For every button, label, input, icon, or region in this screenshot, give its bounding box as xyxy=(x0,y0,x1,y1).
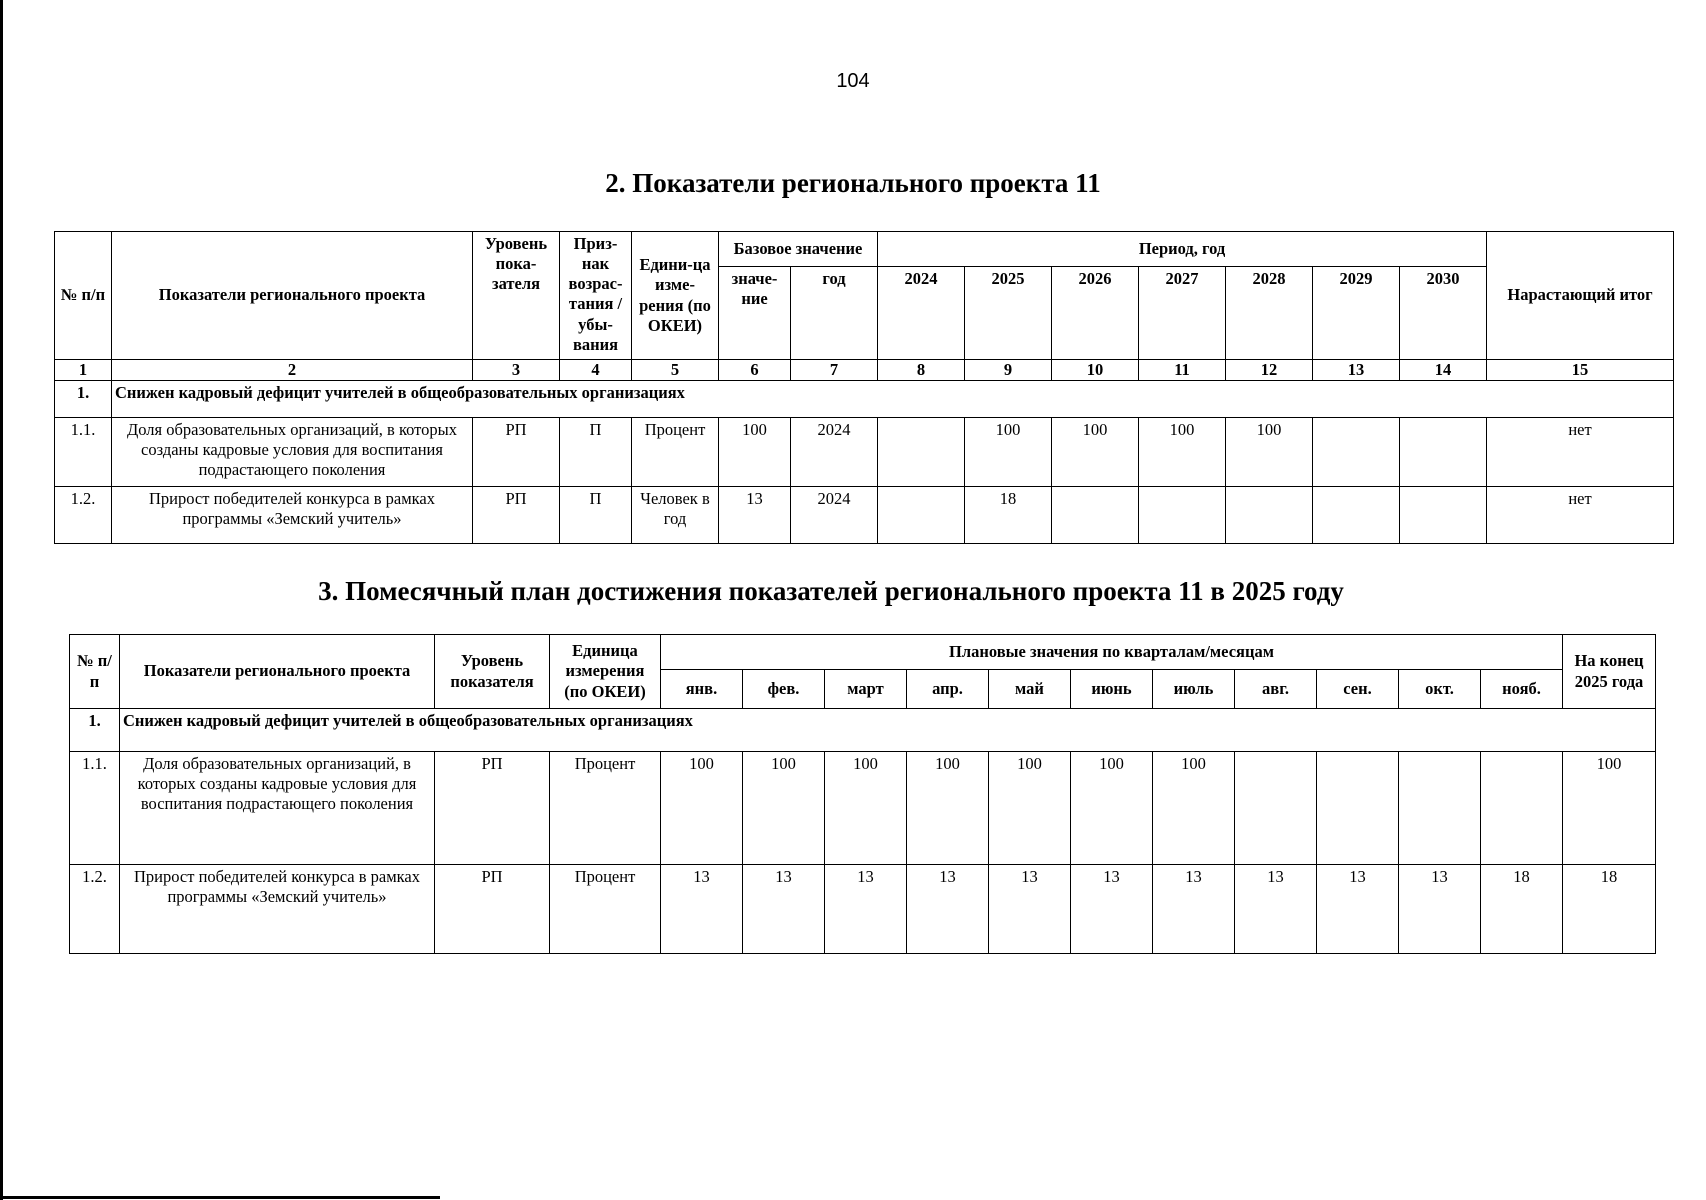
table-row xyxy=(55,487,1674,544)
row-level: РП xyxy=(435,752,550,865)
row-y2028 xyxy=(1226,487,1313,544)
header-month: июль xyxy=(1153,670,1235,709)
row-cumulative: нет xyxy=(1487,418,1674,487)
header-month: март xyxy=(825,670,907,709)
header-unit: Едини-ца изме-рения (по ОКЕИ) xyxy=(632,232,719,360)
header-period: Период, год xyxy=(878,232,1487,267)
row-month-value: 13 xyxy=(1399,865,1481,954)
section-2-title: 2. Показатели регионального проекта 11 xyxy=(605,168,1101,198)
page-number: 104 xyxy=(836,70,870,92)
row-y2030 xyxy=(1400,487,1487,544)
column-number: 5 xyxy=(632,360,719,381)
indicators-table xyxy=(54,231,1674,544)
header-month: сен. xyxy=(1317,670,1399,709)
row-month-value: 100 xyxy=(825,752,907,865)
row-y2024 xyxy=(878,418,965,487)
row-month-value: 13 xyxy=(907,865,989,954)
header-indicator: Показатели регионального проекта xyxy=(120,635,435,709)
header-level: Уровень показателя xyxy=(435,635,550,709)
header-month: июнь xyxy=(1071,670,1153,709)
row-unit: Процент xyxy=(550,865,661,954)
column-number: 2 xyxy=(112,360,473,381)
row-base-value: 13 xyxy=(719,487,791,544)
row-month-value: 100 xyxy=(661,752,743,865)
header-year: 2026 xyxy=(1052,267,1139,360)
row-indicator: Доля образовательных организаций, в которых созданы кадровые условия для воспитания подрастающего поколения xyxy=(120,752,435,865)
group-title: Снижен кадровый дефицит учителей в общеобразовательных организациях xyxy=(120,709,1656,752)
header-year: 2025 xyxy=(965,267,1052,360)
row-month-value xyxy=(1317,752,1399,865)
header-year: 2028 xyxy=(1226,267,1313,360)
header-base-year: год xyxy=(791,267,878,360)
row-unit: Человек в год xyxy=(632,487,719,544)
column-number: 11 xyxy=(1139,360,1226,381)
header-month: апр. xyxy=(907,670,989,709)
header-cumulative: Нарастающий итог xyxy=(1487,232,1674,360)
header-plan: Плановые значения по кварталам/месяцам xyxy=(661,635,1563,670)
row-month-value xyxy=(1481,752,1563,865)
row-unit: Процент xyxy=(632,418,719,487)
header-year-end: На конец 2025 года xyxy=(1563,635,1656,709)
column-number: 14 xyxy=(1400,360,1487,381)
column-number: 12 xyxy=(1226,360,1313,381)
header-indicator: Показатели регионального проекта xyxy=(112,232,473,360)
row-month-value: 13 xyxy=(1153,865,1235,954)
row-month-value: 13 xyxy=(825,865,907,954)
column-number: 8 xyxy=(878,360,965,381)
column-number: 9 xyxy=(965,360,1052,381)
row-y2024 xyxy=(878,487,965,544)
header-sign: Приз-нак возрас-тания / убы-вания xyxy=(560,232,632,360)
row-unit: Процент xyxy=(550,752,661,865)
row-month-value: 100 xyxy=(1153,752,1235,865)
scan-bottom-edge xyxy=(0,1196,440,1199)
table-row xyxy=(70,752,1656,865)
row-y2029 xyxy=(1313,487,1400,544)
row-y2027 xyxy=(1139,487,1226,544)
row-y2028: 100 xyxy=(1226,418,1313,487)
header-month: окт. xyxy=(1399,670,1481,709)
monthly-plan-table xyxy=(69,634,1656,954)
header-year: 2027 xyxy=(1139,267,1226,360)
row-month-value: 13 xyxy=(989,865,1071,954)
table-row xyxy=(55,418,1674,487)
header-year: 2030 xyxy=(1400,267,1487,360)
header-month: май xyxy=(989,670,1071,709)
column-number: 7 xyxy=(791,360,878,381)
column-number: 1 xyxy=(55,360,112,381)
row-num: 1.2. xyxy=(55,487,112,544)
row-y2029 xyxy=(1313,418,1400,487)
row-y2030 xyxy=(1400,418,1487,487)
row-month-value: 13 xyxy=(661,865,743,954)
row-month-value: 13 xyxy=(1317,865,1399,954)
row-level: РП xyxy=(473,418,560,487)
header-year: 2029 xyxy=(1313,267,1400,360)
row-level: РП xyxy=(473,487,560,544)
row-y2025: 18 xyxy=(965,487,1052,544)
column-number: 3 xyxy=(473,360,560,381)
group-title: Снижен кадровый дефицит учителей в общеобразовательных организациях xyxy=(112,381,1674,418)
header-year: 2024 xyxy=(878,267,965,360)
header-level: Уровень пока-зателя xyxy=(473,232,560,360)
header-month: янв. xyxy=(661,670,743,709)
header-unit: Единица измерения (по ОКЕИ) xyxy=(550,635,661,709)
column-number: 10 xyxy=(1052,360,1139,381)
header-base: Базовое значение xyxy=(719,232,878,267)
row-month-value: 100 xyxy=(1071,752,1153,865)
group-num: 1. xyxy=(70,709,120,752)
row-indicator: Прирост победителей конкурса в рамках программы «Земский учитель» xyxy=(120,865,435,954)
row-base-value: 100 xyxy=(719,418,791,487)
row-indicator: Доля образовательных организаций, в которых созданы кадровые условия для воспитания подрастающего поколения xyxy=(112,418,473,487)
column-number: 4 xyxy=(560,360,632,381)
row-month-value: 100 xyxy=(907,752,989,865)
header-month: авг. xyxy=(1235,670,1317,709)
column-number: 13 xyxy=(1313,360,1400,381)
row-num: 1.1. xyxy=(70,752,120,865)
row-month-value xyxy=(1235,752,1317,865)
row-indicator: Прирост победителей конкурса в рамках программы «Земский учитель» xyxy=(112,487,473,544)
header-base-value: значе-ние xyxy=(719,267,791,360)
row-sign: П xyxy=(560,418,632,487)
column-number: 6 xyxy=(719,360,791,381)
row-month-value xyxy=(1399,752,1481,865)
group-num: 1. xyxy=(55,381,112,418)
header-month: нояб. xyxy=(1481,670,1563,709)
row-num: 1.1. xyxy=(55,418,112,487)
row-month-value: 13 xyxy=(1235,865,1317,954)
section-3-title: 3. Помесячный план достижения показателей регионального проекта 11 в 2025 году xyxy=(318,576,1344,606)
row-level: РП xyxy=(435,865,550,954)
column-number: 15 xyxy=(1487,360,1674,381)
row-month-value: 13 xyxy=(1071,865,1153,954)
row-month-value: 13 xyxy=(743,865,825,954)
row-y2026 xyxy=(1052,487,1139,544)
header-num: № п/п xyxy=(55,232,112,360)
row-month-value: 100 xyxy=(989,752,1071,865)
row-cumulative: нет xyxy=(1487,487,1674,544)
row-sign: П xyxy=(560,487,632,544)
row-base-year: 2024 xyxy=(791,487,878,544)
header-num: № п/п xyxy=(70,635,120,709)
row-month-value: 18 xyxy=(1481,865,1563,954)
row-year-end: 18 xyxy=(1563,865,1656,954)
row-y2025: 100 xyxy=(965,418,1052,487)
table-row xyxy=(70,865,1656,954)
row-month-value: 100 xyxy=(743,752,825,865)
row-y2026: 100 xyxy=(1052,418,1139,487)
row-year-end: 100 xyxy=(1563,752,1656,865)
row-base-year: 2024 xyxy=(791,418,878,487)
row-num: 1.2. xyxy=(70,865,120,954)
header-month: фев. xyxy=(743,670,825,709)
row-y2027: 100 xyxy=(1139,418,1226,487)
